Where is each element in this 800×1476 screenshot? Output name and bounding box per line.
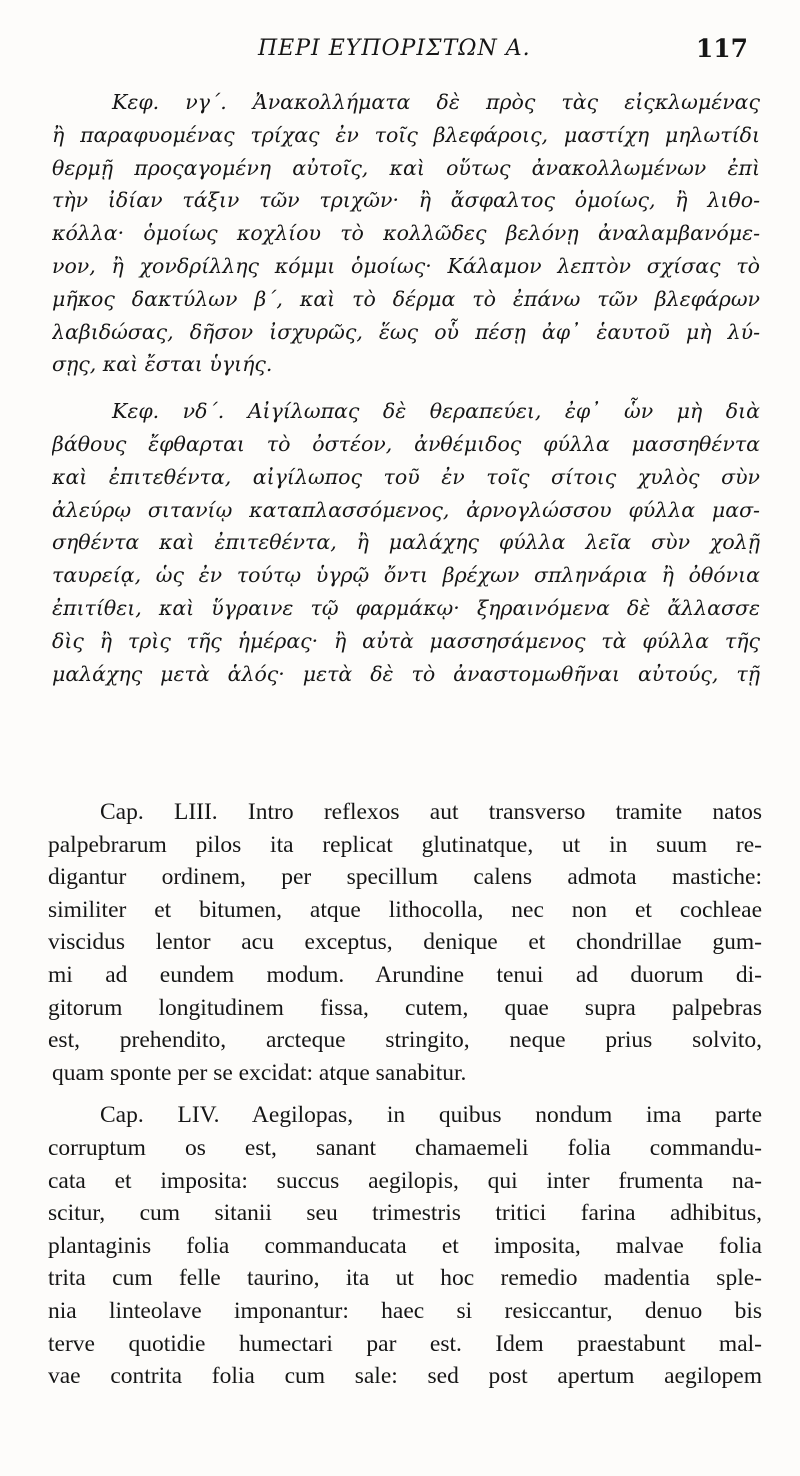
text-line: τὴν ἰδίαν τάξιν τῶν τριχῶν· ἢ ἄσφαλτος ὁμοίως, ἢ λιθο- [52, 188, 760, 213]
page-number: 117 [695, 34, 748, 63]
text-line: est, prehendito, arcteque stringito, neque prius solvito, [48, 1027, 762, 1054]
text-line: κόλλα· ὁμοίως κοχλίου τὸ κολλῶδες βελόνῃ ἀναλαμβανόμε- [52, 221, 760, 246]
text-line: ἐπιτίθει, καὶ ὕγραινε τῷ φαρμάκῳ· ξηραινόμενα δὲ ἄλλασσε [52, 595, 760, 620]
text-line: vae contrita folia cum sale: sed post apertum aegilopem [48, 1363, 762, 1390]
text-line: cata et imposita: succus aegilopis, qui inter frumenta na- [48, 1167, 762, 1194]
text-line: σῃς, καὶ ἔσται ὑγιής. [52, 352, 273, 377]
text-line: νον, ἢ χονδρίλλης κόμμι ὁμοίως· Κάλαμον λεπτὸν σχίσας τὸ [52, 253, 760, 278]
text-line: Κεφ. νγ΄. Ἀνακολλήματα δὲ πρὸς τὰς εἰςκλωμένας [112, 90, 760, 114]
text-line: gitorum longitudinem fissa, cutem, quae supra palpebras [48, 994, 762, 1021]
text-line: trita cum felle taurino, ita ut hoc remedio madentia sple- [48, 1265, 762, 1292]
text-line: Cap. LIII. Intro reflexos aut transverso tramite natos [100, 799, 762, 825]
text-line: Κεφ. νδ΄. Αἰγίλωπας δὲ θεραπεύει, ἐφ᾽ ὧν μὴ διὰ [112, 399, 760, 424]
text-line: μαλάχης μετὰ ἁλός· μετὰ δὲ τὸ ἀναστομωθῆναι αὐτούς, τῇ [52, 661, 760, 686]
text-line: θερμῇ προςαγομένη αὐτοῖς, καὶ οὕτως ἀνακολλωμένων ἐπὶ [52, 155, 760, 180]
text-line: similiter et bitumen, atque lithocolla, nec non et cochleae [48, 896, 762, 923]
section-divider [0, 768, 800, 769]
text-line: καὶ ἐπιτεθέντα, αἰγίλωπος τοῦ ἐν τοῖς σίτοις χυλὸς σὺν [52, 464, 760, 489]
text-line: λαβιδώσας, δῆσον ἰσχυρῶς, ἕως οὗ πέσῃ ἀφ᾽ ἑαυτοῦ μὴ λύ- [52, 319, 760, 344]
text-line: ἢ παραφυομένας τρίχας ἐν τοῖς βλεφάροις, μαστίχη μηλωτίδι [52, 122, 760, 147]
running-head [0, 30, 800, 70]
text-line: palpebrarum pilos ita replicat glutinatque, ut in suum re- [48, 831, 762, 858]
text-line: Cap. LIV. Aegilopas, in quibus nondum ima parte [100, 1102, 762, 1129]
latin-chapter-53 [48, 796, 762, 1089]
greek-text-block [52, 86, 760, 690]
text-line: σηθέντα καὶ ἐπιτεθέντα, ἢ μαλάχης φύλλα λεῖα σὺν χολῇ [52, 530, 760, 555]
text-line: plantaginis folia commanducata et imposita, malvae folia [48, 1232, 762, 1259]
text-line: mi ad eundem modum. Arundine tenui ad duorum di- [48, 961, 762, 988]
text-line: quam sponte per se excidat: atque sanabitur. [52, 1059, 467, 1086]
text-line: digantur ordinem, per specillum calens admota mastiche: [48, 864, 762, 891]
running-title: ΠΕΡΙ ΕΥΠΟΡΙΣΤΩΝ Α. [258, 36, 531, 61]
greek-chapter-53 [52, 86, 760, 381]
latin-text-block [48, 796, 762, 1393]
text-line: μῆκος δακτύλων β΄, καὶ τὸ δέρμα τὸ ἐπάνω τῶν βλεφάρων [52, 286, 760, 311]
text-line: ταυρείᾳ, ὡς ἐν τούτῳ ὑγρῷ ὄντι βρέχων σπληνάρια ἢ ὀθόνια [52, 563, 760, 588]
text-line: scitur, cum sitanii seu trimestris tritici farina adhibitus, [48, 1200, 762, 1227]
text-line: viscidus lentor acu exceptus, denique et chondrillae gum- [48, 929, 762, 956]
greek-chapter-54 [52, 395, 760, 690]
latin-chapter-54 [48, 1099, 762, 1392]
text-line: terve quotidie humectari par est. Idem praestabunt mal- [48, 1330, 762, 1357]
text-line: corruptum os est, sanant chamaemeli folia commandu- [48, 1134, 762, 1161]
text-line: ἀλεύρῳ σιτανίῳ καταπλασσόμενος, ἀρνογλώσσου φύλλα μασ- [52, 497, 760, 522]
text-line: βάθους ἔφθαρται τὸ ὀστέον, ἀνθέμιδος φύλλα μασσηθέντα [52, 431, 760, 456]
text-line: δὶς ἢ τρὶς τῆς ἡμέρας· ἢ αὐτὰ μασσησάμενος τὰ φύλλα τῆς [52, 628, 760, 653]
text-line: nia linteolave imponantur: haec si resiccantur, denuo bis [48, 1297, 762, 1324]
